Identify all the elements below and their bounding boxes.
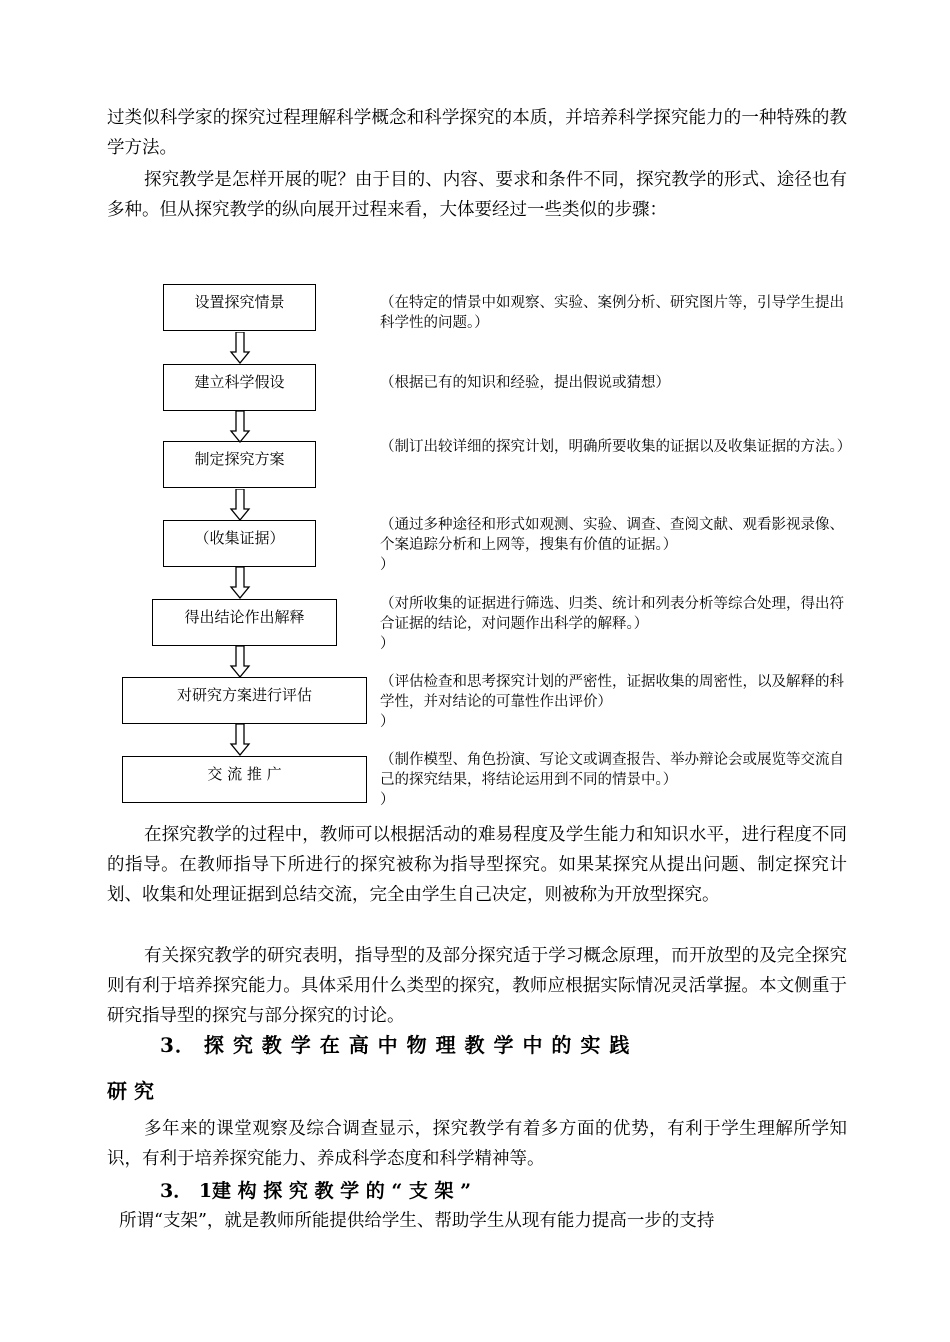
flow-note-4: （通过多种途径和形式如观测、实验、调查、查阅文献、观看影视录像、个案追踪分析和上网等，搜集有价值的证据。） ） xyxy=(380,517,844,573)
intro-paragraph-1: 过类似科学家的探究过程理解科学概念和科学探究的本质，并培养科学探究能力的一种特殊的教学方法。 xyxy=(107,108,847,158)
down-arrow-icon xyxy=(229,724,251,756)
flow-note-1: （在特定的情景中如观察、实验、案例分析、研究图片等，引导学生提出科学性的问题。） xyxy=(380,295,844,331)
down-arrow-icon xyxy=(229,567,251,599)
flow-note-2: （根据已有的知识和经验，提出假说或猜想） xyxy=(380,375,670,391)
down-arrow-icon xyxy=(229,332,251,364)
down-arrow-icon xyxy=(229,646,251,678)
down-arrow-icon xyxy=(229,489,251,521)
intro-paragraph-2: 探究教学是怎样开展的呢？由于目的、内容、要求和条件不同，探究教学的形式、途径也有多种。但从探究教学的纵向展开过程来看，大体要经过一些类似的步骤： xyxy=(107,170,847,220)
down-arrow-icon xyxy=(229,411,251,443)
section-3-1-paragraph: 所谓“支架”，就是教师所能提供给学生、帮助学生从现有能力提高一步的支持 xyxy=(119,1211,715,1231)
flow-step-7: 交 流 推 广 xyxy=(122,756,367,803)
section-3-heading-cont: 研 究 xyxy=(107,1079,154,1103)
flow-step-5: 得出结论作出解释 xyxy=(152,599,337,646)
flow-note-6: （评估检查和思考探究计划的严密性，证据收集的周密性，以及解释的科学性，并对结论的可靠性作出评价） ） xyxy=(380,674,844,730)
body-paragraph-2: 有关探究教学的研究表明，指导型的及部分探究适于学习概念原理，而开放型的及完全探究则有利于培养探究能力。具体采用什么类型的探究，教师应根据实际情况灵活掌握。本文侧重于研究指导型的探究与部分探究的讨论。 xyxy=(107,946,847,1026)
section-3-1-heading: 3． 1建 构 探 究 教 学 的 “ 支 架 ” xyxy=(160,1180,472,1202)
flow-step-2: 建立科学假设 xyxy=(163,364,316,411)
body-paragraph-1: 在探究教学的过程中，教师可以根据活动的难易程度及学生能力和知识水平，进行程度不同的指导。在教师指导下所进行的探究被称为指导型探究。如果某探究从提出问题、制定探究计划、收集和处理证据到总结交流，完全由学生自己决定，则被称为开放型探究。 xyxy=(107,825,847,905)
flow-step-3: 制定探究方案 xyxy=(163,441,316,488)
section-3-paragraph: 多年来的课堂观察及综合调查显示，探究教学有着多方面的优势，有利于学生理解所学知识，有利于培养探究能力、养成科学态度和科学精神等。 xyxy=(107,1119,847,1169)
flow-step-4: （收集证据） xyxy=(163,520,316,567)
flow-step-1: 设置探究情景 xyxy=(163,284,316,331)
flow-note-7: （制作模型、角色扮演、写论文或调查报告、举办辩论会或展览等交流自己的探究结果，将结论运用到不同的情景中。） ） xyxy=(380,752,844,808)
flow-note-3: （制订出较详细的探究计划，明确所要收集的证据以及收集证据的方法。） xyxy=(380,439,852,455)
flow-step-6: 对研究方案进行评估 xyxy=(122,677,367,724)
section-3-heading: 3． 探 究 教 学 在 高 中 物 理 教 学 中 的 实 践 xyxy=(160,1033,631,1057)
flow-note-5: （对所收集的证据进行筛选、归类、统计和列表分析等综合处理，得出符合证据的结论，对问题作出科学的解释。） ） xyxy=(380,596,844,652)
